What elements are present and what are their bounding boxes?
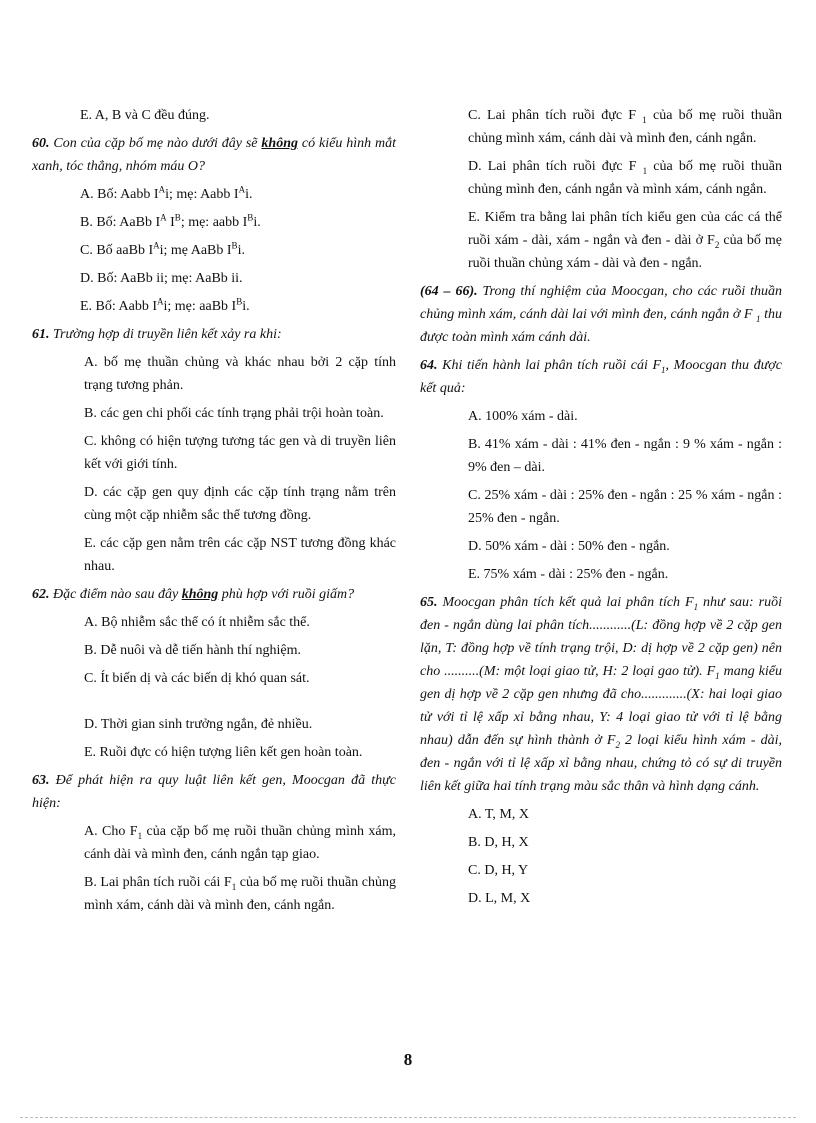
option-65-c: C. D, H, Y (468, 863, 529, 878)
question-number: 63. (32, 773, 50, 788)
option-63-d: D. Lai phân tích ruồi đực F $_1$ của bố mẹ ruồi thuần chủng mình đen, cánh ngắn và mình xám, cánh ngắn. (468, 159, 782, 197)
option-64-e: E. 75% xám - dài : 25% đen - ngắn. (468, 567, 669, 582)
option-60-d: D. Bố: AaBb ii; mẹ: AaBb ii. (80, 271, 243, 286)
question-65: 65. Moocgan phân tích kết quả lai phân tích $F_1$ như sau: ruồi đen - ngắn dùng lai phân tích............(L: đồng hợp về 2 cặp gen lặn, T: đồng hợp về tính trạng trội, D: dị hợp về 2 cặp gen) nên cho ..........(M: một loại giao tử, H: 2 loại gao tử). $F_1$ mang kiểu gen dị hợp về 2 cặp gen nhưng đã cho.............(X: hai loại giao tử với tỉ lệ xấp xỉ bằng nhau, Y: 4 loại giao tử với tỉ lệ bằng nhau) dẫn đến sự hình thành ở $F_2$ 2 loại kiểu hình xám - dài, đen - ngắn với tỉ lệ xấp xỉ bằng nhau, chứng tỏ có sự di truyền liên kết giữa hai tính trạng màu sắc thân và hình dạng cánh. (420, 595, 783, 794)
option-61-a: A. bố mẹ thuần chủng và khác nhau bởi 2 cặp tính trạng tương phản. (84, 355, 396, 393)
question-61: 61. Trường hợp di truyền liên kết xảy ra khi: (32, 327, 282, 342)
option-60-b: B. Bố: AaBb $I^A$ $I^B$; mẹ: aabb $I^Bi$. (80, 212, 261, 230)
option-65-b: B. D, H, X (468, 835, 529, 850)
option-63-b: B. Lai phân tích ruồi cái $F_1$ của bố mẹ ruồi thuần chủng mình xám, cánh dài và mình đen, cánh ngắn. (84, 875, 397, 913)
question-number: 65. (420, 595, 438, 610)
option-62-b: B. Dễ nuôi và dễ tiến hành thí nghiệm. (84, 643, 301, 658)
option-63-c: C. Lai phân tích ruồi đực F $_1$ của bố mẹ ruồi thuần chủng mình xám, cánh dài và mình đen, cánh ngắn. (468, 108, 782, 146)
question-number: 61. (32, 327, 50, 342)
question-60: 60. Con của cặp bố mẹ nào dưới đây sẽ không có kiểu hình mắt xanh, tóc thẳng, nhóm máu O? (32, 136, 397, 174)
right-column (420, 104, 782, 915)
question-number: 64. (420, 358, 438, 373)
option-59-e: E. A, B và C đều đúng. (80, 108, 210, 123)
option-60-e: E. Bố: Aabb $I^Ai$; mẹ: aaBb $I^Bi$. (80, 296, 250, 314)
question-62: 62. Đặc điểm nào sau đây không phù hợp với ruồi giấm? (32, 587, 355, 602)
question-64: 64. Khi tiến hành lai phân tích ruồi cái $F_1$, Moocgan thu được kết quả: (420, 358, 782, 396)
option-65-a: A. T, M, X (468, 807, 529, 822)
option-60-c: C. Bố aaBb $I^Ai$; mẹ AaBb $I^Bi$. (80, 240, 245, 258)
option-65-d: D. L, M, X (468, 891, 531, 906)
spacer (32, 695, 396, 713)
option-62-c: C. Ít biến dị và các biến dị khó quan sát. (84, 671, 310, 686)
option-62-a: A. Bộ nhiễm sắc thể có ít nhiễm sắc thể. (84, 615, 310, 630)
question-number: 62. (32, 587, 50, 602)
option-62-d: D. Thời gian sinh trưởng ngắn, đẻ nhiều. (84, 717, 313, 732)
option-62-e: E. Ruồi đực có hiện tượng liên kết gen hoàn toàn. (84, 745, 363, 760)
page-number: 8 (403, 1050, 413, 1069)
left-column (32, 104, 396, 922)
question-63: 63. Để phát hiện ra quy luật liên kết gen, Moocgan đã thực hiện: (32, 773, 396, 811)
option-63-e: E. Kiểm tra bằng lai phân tích kiểu gen của các cá thể ruồi xám - dài, xám - ngắn và đen - dài ở $F_2$ của bố mẹ ruồi thuần chủng xám - dài và đen - ngắn. (468, 210, 782, 271)
page-bottom-divider (20, 1117, 796, 1118)
option-64-a: A. 100% xám - dài. (468, 409, 578, 424)
intro-64-66: (64 – 66). Trong thí nghiệm của Moocgan, cho các ruồi thuần chủng mình xám, cánh dài lai với mình đen, cánh ngắn ở F $_1$ thu được toàn mình xám cánh dài. (420, 284, 783, 345)
question-range: (64 – 66). (420, 284, 478, 299)
keyword-khong: không (181, 587, 219, 602)
option-61-d: D. các cặp gen quy định các cặp tính trạng nằm trên cùng một cặp nhiễm sắc thể tương đồng. (84, 485, 396, 523)
option-61-e: E. các cặp gen nằm trên các cặp NST tương đồng khác nhau. (84, 536, 396, 574)
option-61-c: C. không có hiện tượng tương tác gen và di truyền liên kết với giới tính. (84, 434, 396, 472)
option-64-d: D. 50% xám - dài : 50% đen - ngắn. (468, 539, 670, 554)
option-60-a: A. Bố: Aabb $I^Ai$; mẹ: Aabb $I^Ai$. (80, 184, 253, 202)
option-61-b: B. các gen chi phối các tính trạng phải trội hoàn toàn. (84, 406, 384, 421)
question-number: 60. (32, 136, 50, 151)
keyword-khong: không (261, 136, 298, 151)
option-64-c: C. 25% xám - dài : 25% đen - ngắn : 25 % xám - ngắn : 25% đen - ngắn. (468, 488, 782, 526)
option-64-b: B. 41% xám - dài : 41% đen - ngắn : 9 % xám - ngắn : 9% đen – dài. (468, 437, 782, 475)
option-63-a: A. Cho $F_1$ của cặp bố mẹ ruồi thuần chủng mình xám, cánh dài và mình đen, cánh ngắn tạp giao. (84, 824, 396, 862)
